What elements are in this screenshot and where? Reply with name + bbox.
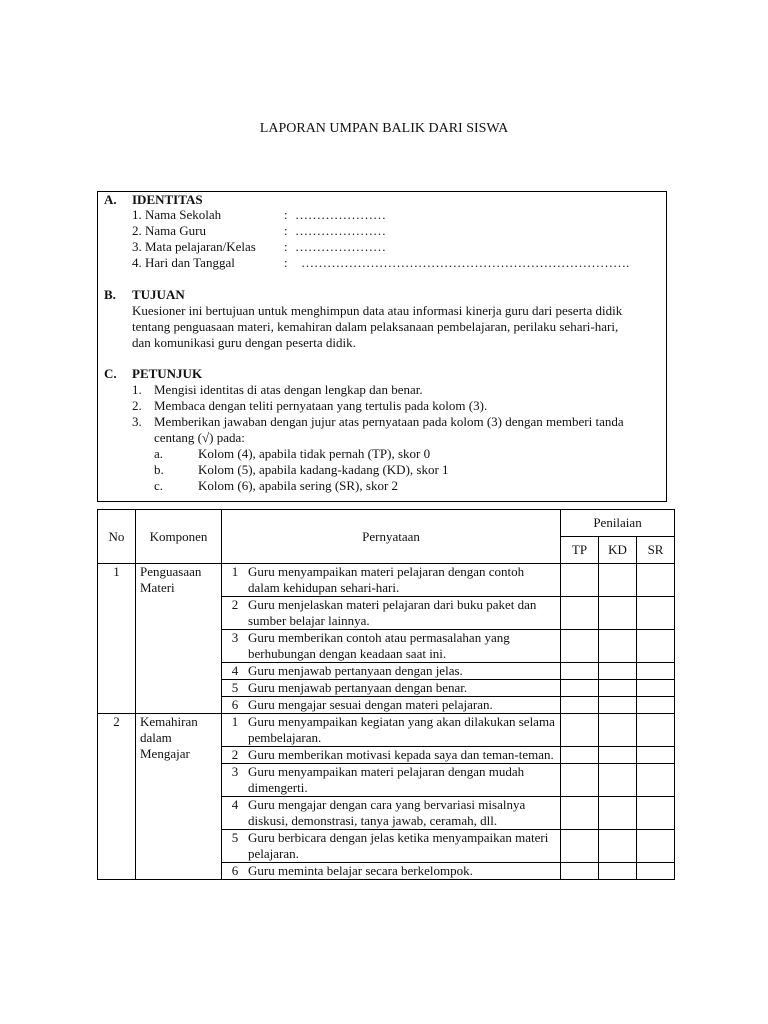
statement-number: 5 <box>231 680 239 695</box>
statement-text: Guru memberikan motivasi kepada saya dan teman-teman. <box>248 747 554 762</box>
tujuan-line: Kuesioner ini bertujuan untuk menghimpun data atau informasi kinerja guru dari peserta didik <box>132 303 623 318</box>
petunjuk-sub-num: b. <box>154 462 164 477</box>
section-c-letter: C. <box>104 366 117 381</box>
statement-text: Guru memberikan contoh atau permasalahan yang berhubungan dengan keadaan saat ini. <box>248 630 510 661</box>
petunjuk-sub-text: Kolom (4), apabila tidak pernah (TP), skor 0 <box>198 446 431 461</box>
rating-cell-tp[interactable] <box>561 863 599 880</box>
rating-cell-tp[interactable] <box>561 564 599 597</box>
statement-text: Guru menjelaskan materi pelajaran dari buku paket dan sumber belajar lainnya. <box>248 597 537 628</box>
rating-cell-tp[interactable] <box>561 830 599 863</box>
statement-text: Guru mengajar sesuai dengan materi pelajaran. <box>248 697 493 712</box>
statement-cell <box>222 663 561 680</box>
rating-cell-sr[interactable] <box>637 597 675 630</box>
rating-cell-tp[interactable] <box>561 663 599 680</box>
rating-cell-tp[interactable] <box>561 764 599 797</box>
rating-cell-kd[interactable] <box>599 663 637 680</box>
rating-cell-kd[interactable] <box>599 597 637 630</box>
header-pernyataan: Pernyataan <box>222 510 561 564</box>
rating-cell-kd[interactable] <box>599 714 637 747</box>
rating-cell-sr[interactable] <box>637 564 675 597</box>
statement-cell <box>222 830 561 863</box>
assessment-table <box>97 509 675 880</box>
petunjuk-text-cont: centang (√) pada: <box>154 430 245 445</box>
rating-cell-sr[interactable] <box>637 747 675 764</box>
statement-number: 5 <box>231 830 239 845</box>
rating-cell-sr[interactable] <box>637 830 675 863</box>
field-sep: : <box>284 223 288 238</box>
row-number: 1 <box>98 564 136 714</box>
header-tp: TP <box>561 537 599 564</box>
table-row <box>98 714 675 747</box>
statement-text: Guru menyampaikan materi pelajaran dengan mudah dimengerti. <box>248 764 525 795</box>
statement-number: 2 <box>231 597 239 612</box>
statement-cell <box>222 630 561 663</box>
komponen-cell: Penguasaan Materi <box>136 564 222 714</box>
rating-cell-kd[interactable] <box>599 797 637 830</box>
rating-cell-sr[interactable] <box>637 663 675 680</box>
section-a-heading: IDENTITAS <box>132 192 203 207</box>
table-row <box>98 564 675 597</box>
rating-cell-kd[interactable] <box>599 630 637 663</box>
rating-cell-sr[interactable] <box>637 714 675 747</box>
field-sep: : <box>284 207 288 222</box>
statement-number: 4 <box>231 663 239 678</box>
statement-number: 3 <box>231 764 239 779</box>
statement-text: Guru berbicara dengan jelas ketika menyampaikan materi pelajaran. <box>248 830 549 861</box>
statement-number: 6 <box>231 863 239 878</box>
rating-cell-kd[interactable] <box>599 764 637 797</box>
field-value[interactable]: …………………………………………………………………. <box>301 255 630 270</box>
statement-cell <box>222 680 561 697</box>
statement-cell <box>222 797 561 830</box>
statement-text: Guru menjawab pertanyaan dengan jelas. <box>248 663 463 678</box>
section-b-heading: TUJUAN <box>132 287 185 302</box>
field-value[interactable]: ………………… <box>295 223 386 238</box>
petunjuk-sub-text: Kolom (5), apabila kadang-kadang (KD), skor 1 <box>198 462 449 477</box>
rating-cell-kd[interactable] <box>599 830 637 863</box>
rating-cell-sr[interactable] <box>637 797 675 830</box>
field-value[interactable]: ………………… <box>295 207 386 222</box>
header-komponen: Komponen <box>136 510 222 564</box>
field-label: 1. Nama Sekolah <box>132 207 222 222</box>
statement-number: 3 <box>231 630 239 645</box>
statement-text: Guru mengajar dengan cara yang bervariasi misalnya diskusi, demonstrasi, tanya jawab, ceramah, dll. <box>248 797 526 828</box>
komponen-cell: Kemahiran dalam Mengajar <box>136 714 222 880</box>
rating-cell-sr[interactable] <box>637 680 675 697</box>
statement-number: 6 <box>231 697 239 712</box>
rating-cell-sr[interactable] <box>637 697 675 714</box>
rating-cell-sr[interactable] <box>637 764 675 797</box>
rating-cell-kd[interactable] <box>599 697 637 714</box>
statement-number: 1 <box>231 714 239 729</box>
statement-cell <box>222 747 561 764</box>
rating-cell-tp[interactable] <box>561 597 599 630</box>
statement-text: Guru menjawab pertanyaan dengan benar. <box>248 680 468 695</box>
field-value[interactable]: ………………… <box>295 239 386 254</box>
petunjuk-sub-text: Kolom (6), apabila sering (SR), skor 2 <box>198 478 399 493</box>
section-a-letter: A. <box>104 192 117 207</box>
rating-cell-tp[interactable] <box>561 680 599 697</box>
statement-cell <box>222 714 561 747</box>
petunjuk-num: 3. <box>132 414 142 429</box>
table-body <box>98 564 675 880</box>
rating-cell-tp[interactable] <box>561 697 599 714</box>
info-box <box>97 191 667 502</box>
row-number: 2 <box>98 714 136 880</box>
petunjuk-text: Memberikan jawaban dengan jujur atas pernyataan pada kolom (3) dengan memberi tanda <box>154 414 624 429</box>
statement-text: Guru menyampaikan materi pelajaran dengan contoh dalam kehidupan sehari-hari. <box>248 564 525 595</box>
header-penilaian: Penilaian <box>561 510 675 537</box>
field-label: 2. Nama Guru <box>132 223 207 238</box>
statement-cell <box>222 863 561 880</box>
statement-number: 4 <box>231 797 239 812</box>
statement-text: Guru menyampaikan kegiatan yang akan dilakukan selama pembelajaran. <box>248 714 555 745</box>
petunjuk-num: 1. <box>132 382 142 397</box>
statement-cell <box>222 564 561 597</box>
header-kd: KD <box>599 537 637 564</box>
rating-cell-tp[interactable] <box>561 747 599 764</box>
statement-cell <box>222 597 561 630</box>
petunjuk-sub-num: a. <box>154 446 164 461</box>
petunjuk-text: Mengisi identitas di atas dengan lengkap dan benar. <box>154 382 423 397</box>
field-label: 4. Hari dan Tanggal <box>132 255 235 270</box>
section-c-heading: PETUNJUK <box>132 366 203 381</box>
tujuan-line: dan komunikasi guru dengan peserta didik. <box>132 335 356 350</box>
statement-number: 1 <box>231 564 239 579</box>
field-sep: : <box>284 239 288 254</box>
petunjuk-sub-num: c. <box>154 478 164 493</box>
rating-cell-sr[interactable] <box>637 863 675 880</box>
rating-cell-kd[interactable] <box>599 564 637 597</box>
rating-cell-kd[interactable] <box>599 680 637 697</box>
rating-cell-tp[interactable] <box>561 714 599 747</box>
document-title: LAPORAN UMPAN BALIK DARI SISWA <box>259 121 509 136</box>
field-sep: : <box>284 255 288 270</box>
rating-cell-kd[interactable] <box>599 863 637 880</box>
statement-cell <box>222 697 561 714</box>
petunjuk-num: 2. <box>132 398 142 413</box>
rating-cell-kd[interactable] <box>599 747 637 764</box>
section-b-letter: B. <box>104 287 116 302</box>
header-no: No <box>98 510 136 564</box>
rating-cell-tp[interactable] <box>561 797 599 830</box>
field-label: 3. Mata pelajaran/Kelas <box>132 239 256 254</box>
header-sr: SR <box>637 537 675 564</box>
statement-text: Guru meminta belajar secara berkelompok. <box>248 863 473 878</box>
statement-number: 2 <box>231 747 239 762</box>
statement-cell <box>222 764 561 797</box>
petunjuk-text: Membaca dengan teliti pernyataan yang tertulis pada kolom (3). <box>154 398 488 413</box>
rating-cell-sr[interactable] <box>637 630 675 663</box>
rating-cell-tp[interactable] <box>561 630 599 663</box>
tujuan-line: tentang penguasaan materi, kemahiran dalam pelaksanaan pembelajaran, perilaku sehari-hari, <box>132 319 619 334</box>
